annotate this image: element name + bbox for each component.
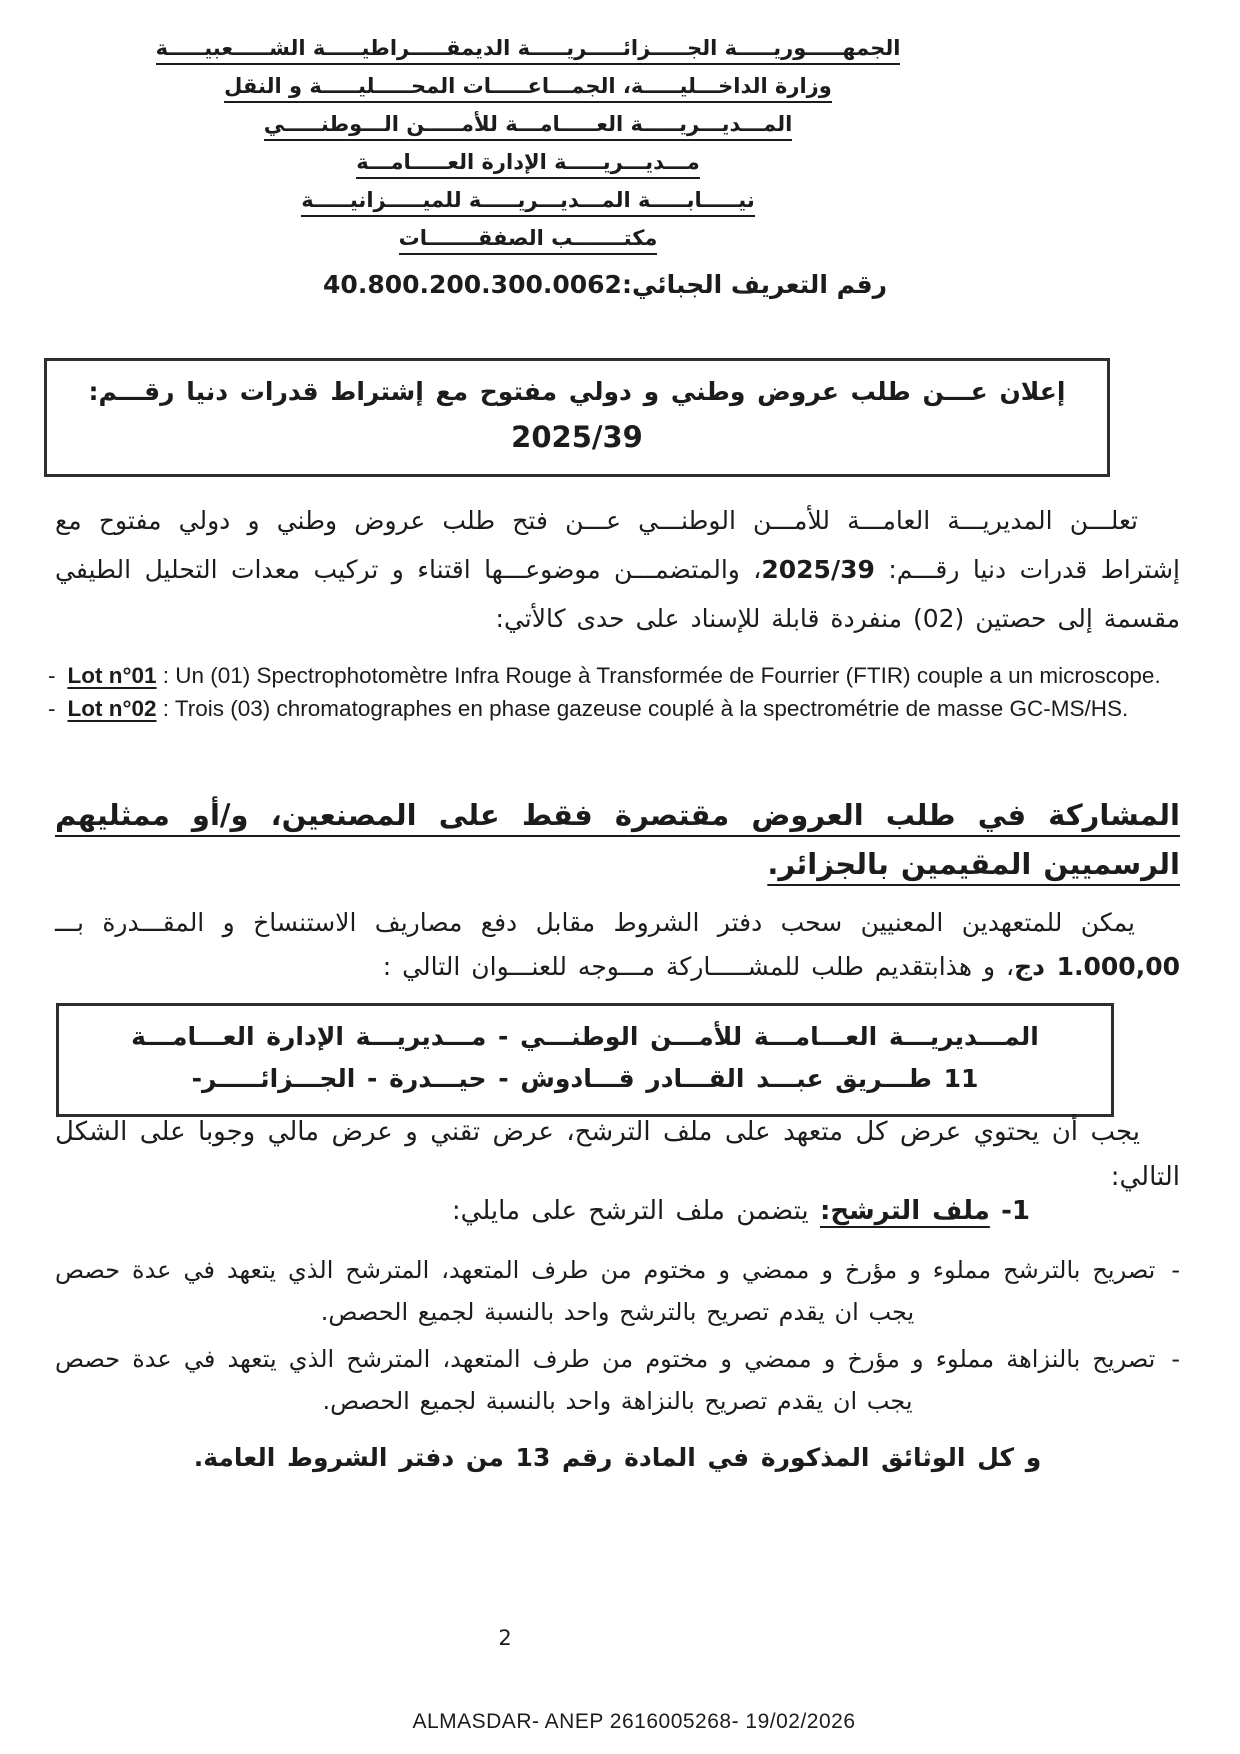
letterhead-text: مـــديـــريـــــة الإدارة العـــــامـــة <box>356 150 700 179</box>
bullet-text: تصريح بالنزاهة مملوء و مؤرخ و ممضي و مختوم من طرف المتعهد، المترشح الذي يتعهد في عدة حصص يجب ان يقدم تصريح بالنزاهة واحد بالنسبة لجميع الحصص. <box>55 1345 1156 1415</box>
dash-marker: - <box>1171 1345 1180 1373</box>
candidacy-bullet-list <box>55 1249 1180 1427</box>
letterhead-text: وزارة الداخـــليـــــة، الجمـــاعـــــات المحـــــليـــــة و النقل <box>224 74 832 103</box>
withdrawal-paragraph <box>55 901 1180 989</box>
lot-item-1 <box>48 660 1180 691</box>
tax-id-line: رقم التعريف الجبائي:40.800.200.300.0062 <box>323 270 887 299</box>
withdrawal-part2: ، و هذابتقديم طلب للمشـــــاركة مـــوجه للعنـــوان التالي : <box>382 952 1015 981</box>
announcement-number: 2025/39 <box>511 420 643 454</box>
lot-1-description: : Un (01) Spectrophotomètre Infra Rouge à Transformée de Fourrier (FTIR) couple a un microscope. <box>156 663 1161 688</box>
letterhead-text: مكتـــــــب الصفقـــــــات <box>399 226 658 255</box>
section-title: ملف الترشح: <box>819 1196 990 1226</box>
withdrawal-part1: يمكن للمتعهدين المعنيين سحب دفتر الشروط مقابل دفع مصاريف الاستنساخ و المقـــدرة بـــ <box>55 908 1135 937</box>
letterhead-text: الجمهـــــوريـــــة الجـــــزائـــــريـــــة الديمقـــــراطيـــــة الشـــــعبيـــــة <box>156 36 901 65</box>
footer-anep-reference: ALMASDAR- ANEP 2616005268- 19/02/2026 <box>412 1710 856 1733</box>
letterhead-line-administration-directorate <box>78 150 978 179</box>
section-rest: يتضمن ملف الترشح على مايلي: <box>451 1196 820 1226</box>
address-line-1: المـــديريـــة العـــامـــة للأمـــن الوطنـــي - مـــديريـــة الإدارة العـــامـــة <box>131 1022 1039 1051</box>
intro-paragraph <box>55 496 1180 643</box>
lot-2-label: Lot n°02 <box>67 696 157 721</box>
bullet-declaration-of-candidacy <box>55 1249 1180 1333</box>
participation-restriction-note: المشاركة في طلب العروض مقتصرة فقط على المصنعين، و/أو ممثليهم الرسميين المقيمين بالجزائر. <box>55 798 1180 881</box>
lot-1-label: Lot n°01 <box>67 663 157 688</box>
letterhead-text: نيـــــابـــــة المـــديـــريـــــة للميـــــزانيـــــة <box>301 188 755 217</box>
address-line-2: 11 طـــريق عبـــد القـــادر قـــادوش - حيـــدرة - الجـــزائـــــر- <box>191 1064 979 1093</box>
letterhead-line-contracts-office <box>78 226 978 255</box>
letterhead-text: المـــديـــريـــــة العـــــامـــة للأمـــــن الـــوطنـــــي <box>264 112 793 141</box>
letterhead-line-republic <box>78 36 978 65</box>
announcement-box <box>44 358 1110 477</box>
letterhead <box>78 36 978 264</box>
lots-list <box>48 660 1180 726</box>
announcement-title: إعلان عـــن طلب عروض وطني و دولي مفتوح مع إشتراط قدرات دنيا رقـــم: <box>88 377 1066 406</box>
address-box <box>56 1003 1114 1117</box>
intro-part2: ، والمتضمـــن موضوعـــها اقتناء و تركيب معدات التحليل الطيفي مقسمة إلى حصتين (02) منفردة قابلة للإسناد على حدى كالأتي: <box>55 555 1180 633</box>
letterhead-line-general-directorate <box>78 112 978 141</box>
offer-requirements-paragraph: يجب أن يحتوي عرض كل متعهد على ملف الترشح، عرض تقني و عرض مالي وجوبا على الشكل التالي: <box>55 1117 1180 1192</box>
dash-marker: - <box>48 663 56 688</box>
lot-2-description: : Trois (03) chromatographes en phase gazeuse couplé à la spectrométrie de masse GC-MS/HS. <box>156 696 1129 721</box>
candidacy-file-heading <box>55 1196 1180 1226</box>
page-number: 2 <box>498 1626 512 1650</box>
dash-marker: - <box>48 696 56 721</box>
intro-part1: تعلـــن المديريـــة العامـــة للأمـــن الوطنـــي عـــن فتح طلب عروض وطني و دولي مفتوح مع إشتراط قدرات دنيا رقـــم: <box>55 506 1180 584</box>
article-13-documents-note: و كل الوثائق المذكورة في المادة رقم 13 من دفتر الشروط العامة. <box>193 1443 1042 1472</box>
letterhead-line-ministry <box>78 74 978 103</box>
section-number: 1- <box>1001 1196 1030 1226</box>
dash-marker: - <box>1171 1256 1180 1284</box>
bullet-text: تصريح بالترشح مملوء و مؤرخ و ممضي و مختوم من طرف المتعهد، المترشح الذي يتعهد في عدة حصص يجب ان يقدم تصريح بالترشح واحد بالنسبة لجميع الحصص. <box>55 1256 1156 1326</box>
intro-tender-number: 2025/39 <box>761 555 875 584</box>
bullet-declaration-of-integrity <box>55 1338 1180 1422</box>
withdrawal-fee-amount: 1.000,00 دج <box>1014 952 1180 981</box>
lot-item-2 <box>48 693 1180 724</box>
letterhead-line-budget-subdirectorate <box>78 188 978 217</box>
